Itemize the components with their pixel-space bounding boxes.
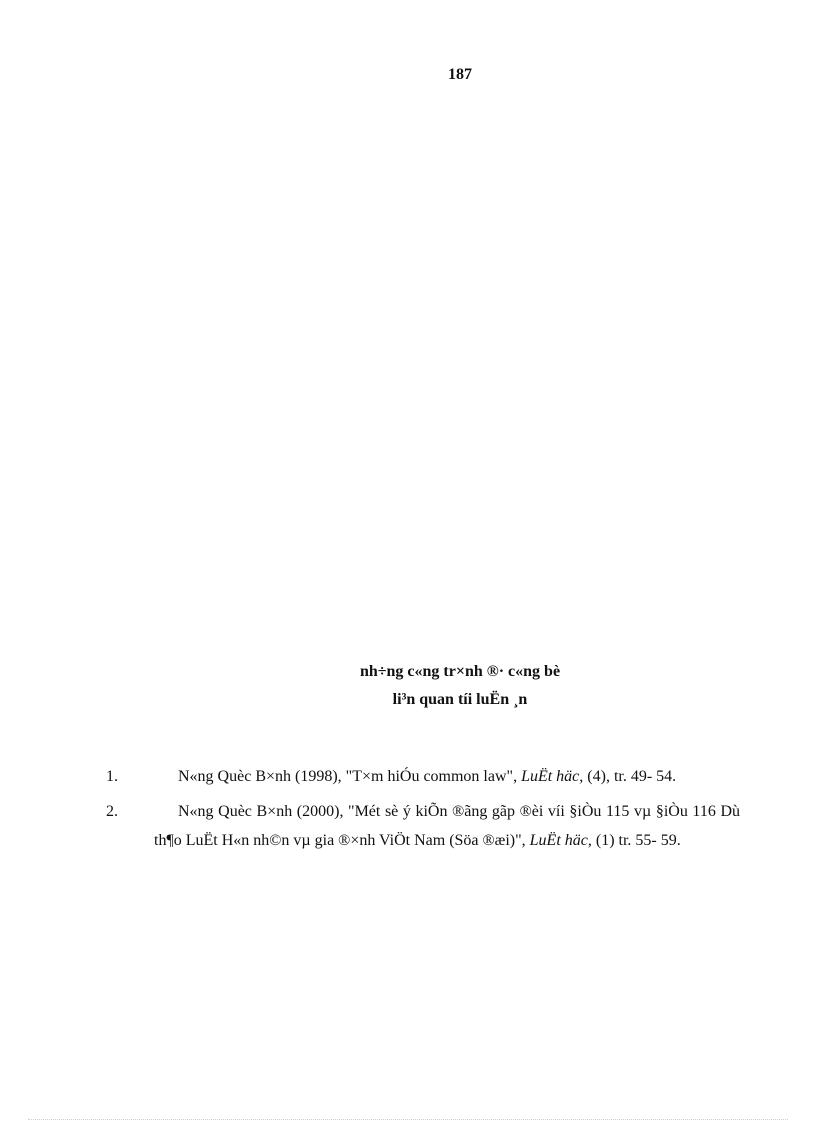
- reference-number: 1.: [106, 768, 118, 785]
- reference-item: [106, 797, 740, 855]
- section-heading: [260, 658, 660, 714]
- reference-pages: , (1) tr. 55- 59.: [587, 832, 681, 849]
- section-heading-line-2: li³n quan tíi luËn ¸n: [392, 691, 528, 708]
- reference-body: N«ng Quèc B×nh (1998), "T×m hiÓu common law",: [178, 768, 522, 785]
- reference-item: [106, 762, 740, 791]
- reference-journal: LuËt häc: [529, 832, 588, 849]
- reference-list: [106, 762, 740, 861]
- reference-journal: LuËt häc,: [521, 768, 584, 785]
- page-number: 187: [448, 66, 472, 83]
- section-heading-line-1: nh÷ng c«ng tr×nh ®· c«ng bè: [359, 663, 561, 680]
- bottom-dotted-rule: [28, 1119, 788, 1120]
- reference-text: [154, 797, 740, 855]
- reference-text: [154, 762, 740, 791]
- reference-number: 2.: [106, 803, 118, 820]
- reference-body: N«ng Quèc B×nh (2000), "Mét sè ý kiÕn ®ãng gãp ®èi víi §iÒu 115 vµ §iÒu 116 Dù th¶o LuËt H«n nh©n vµ gia ®×nh ViÖt Nam (Söa ®æi)",: [154, 803, 740, 849]
- reference-pages: (4), tr. 49- 54.: [583, 768, 677, 785]
